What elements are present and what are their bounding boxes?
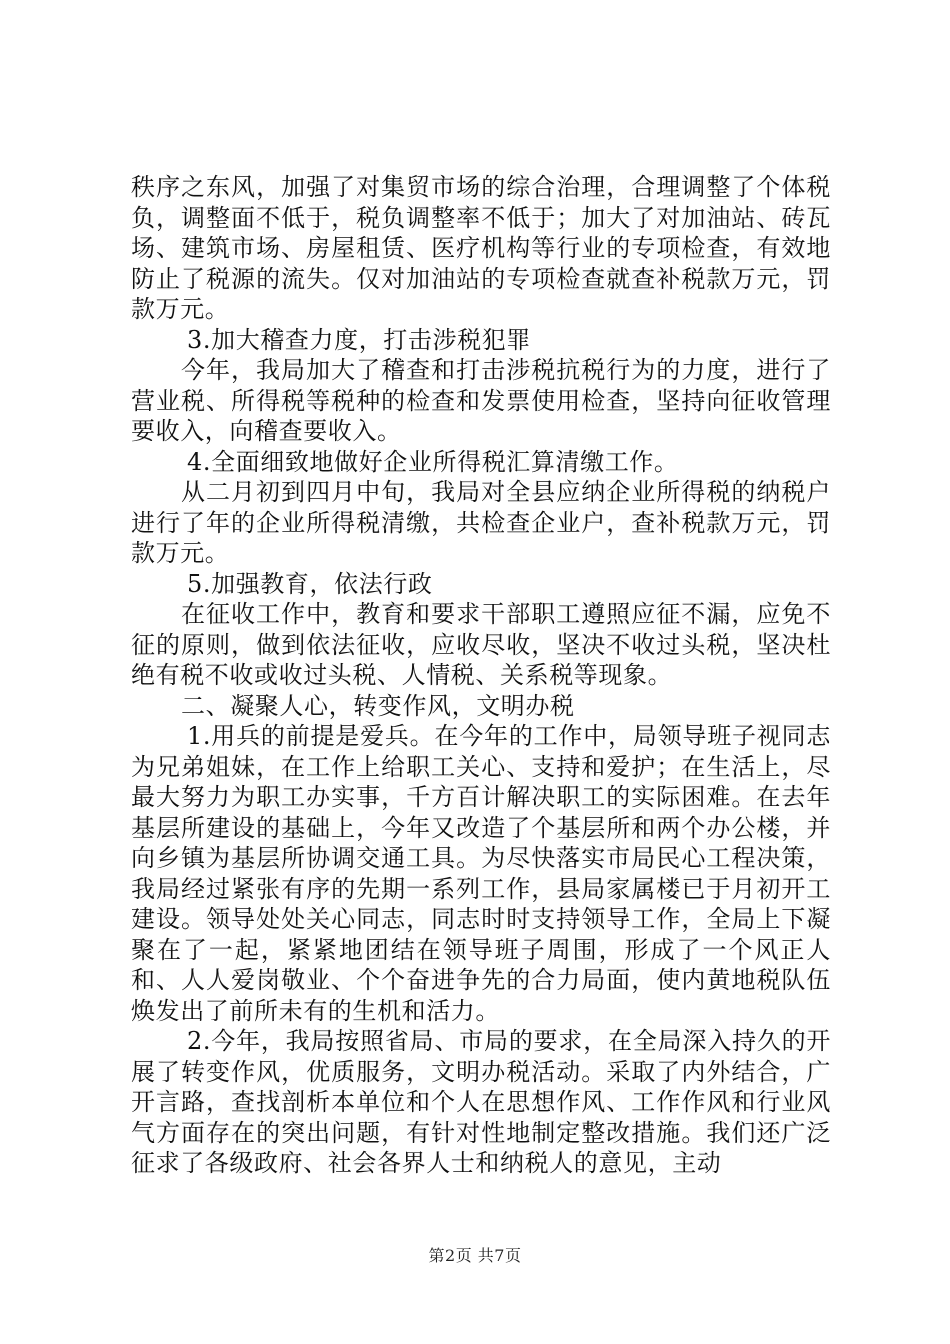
page-footer: 第2页 共7页 [428,1246,522,1265]
paragraph-6: 2.今年，我局按照省局、市局的要求，在全局深入持久的开展了转变作风，优质服务，文明办税活动。采取了内外结合，广开言路，查找剖析本单位和个人在思想作风、工作作风和行业风气方面存在的突出问题，有针对性地制定整改措施。我们还广泛征求了各级政府、社会各界人士和纳税人的意见，主动 [131,1027,831,1177]
paragraph-3: 从二月初到四月中旬，我局对全县应纳企业所得税的纳税户进行了年的企业所得税清缴，共检查企业户，查补税款万元，罚款万元。 [131,478,831,567]
heading-3: 3.加大稽查力度，打击涉税犯罪 [187,325,531,354]
document-body [131,172,831,1179]
paragraph-4: 在征收工作中，教育和要求干部职工遵照应征不漏，应免不征的原则，做到依法征收，应收尽收，坚决不收过头税，坚决杜绝有税不收或收过头税、人情税、关系税等现象。 [131,600,831,689]
section-heading-2: 二、凝聚人心，转变作风，文明办税 [181,691,575,720]
heading-4: 4.全面细致地做好企业所得税汇算清缴工作。 [187,447,679,476]
paragraph-5: 1.用兵的前提是爱兵。在今年的工作中，局领导班子视同志为兄弟姐妹，在工作上给职工关心、支持和爱护；在生活上，尽最大努力为职工办实事，千方百计解决职工的实际困难。在去年基层所建设的基础上，今年又改造了个基层所和两个办公楼，并向乡镇为基层所协调交通工具。为尽快落实市局民心工程决策，我局经过紧张有序的先期一系列工作，县局家属楼已于月初开工建设。领导处处关心同志，同志时时支持领导工作，全局上下凝聚在了一起，紧紧地团结在领导班子周围，形成了一个风正人和、人人爱岗敬业、个个奋进争先的合力局面，使内黄地税队伍焕发出了前所未有的生机和活力。 [131,722,831,1025]
paragraph-1: 秩序之东风，加强了对集贸市场的综合治理，合理调整了个体税负，调整面不低于，税负调整率不低于；加大了对加油站、砖瓦场、建筑市场、房屋租赁、医疗机构等行业的专项检查，有效地防止了税源的流失。仅对加油站的专项检查就查补税款万元，罚款万元。 [131,173,831,323]
paragraph-2: 今年，我局加大了稽查和打击涉税抗税行为的力度，进行了营业税、所得税等税种的检查和发票使用检查，坚持向征收管理要收入，向稽查要收入。 [131,356,831,445]
heading-5: 5.加强教育，依法行政 [187,569,433,598]
